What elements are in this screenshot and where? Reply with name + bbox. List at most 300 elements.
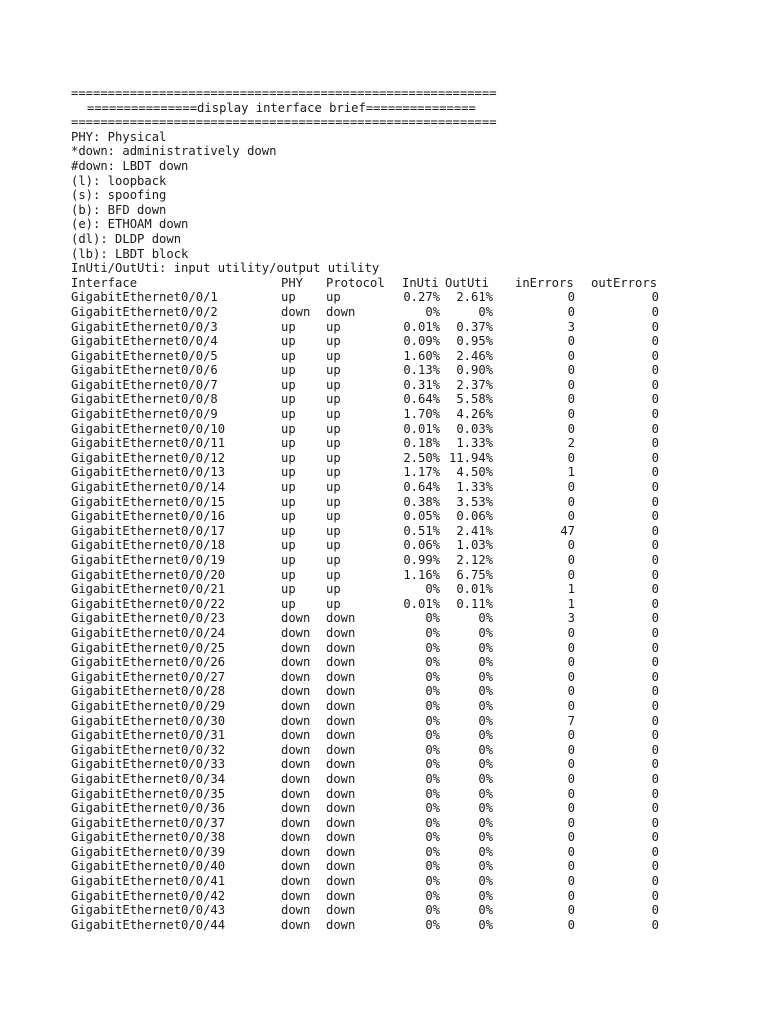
- protocol-cell: down: [326, 640, 356, 655]
- inuti-cell: 0%: [425, 830, 440, 845]
- inerrors-cell: 0: [567, 509, 575, 524]
- phy-cell: up: [281, 553, 296, 567]
- oututi-cell: 0.06%: [456, 509, 493, 524]
- banner-title: ===============display interface brief===============: [87, 100, 476, 115]
- oututi-cell: 1.33%: [456, 436, 493, 451]
- protocol-cell: down: [326, 713, 356, 728]
- interface-cell: GigabitEthernet0/0/24: [71, 625, 226, 640]
- outerrors-cell: 0: [651, 377, 659, 392]
- phy-cell: up: [281, 377, 296, 392]
- interface-cell: GigabitEthernet0/0/40: [71, 859, 226, 874]
- inerrors-cell: 0: [567, 304, 575, 319]
- outerrors-cell: 0: [651, 334, 659, 349]
- inuti-cell: 0%: [425, 771, 440, 786]
- oututi-cell: 5.58%: [456, 392, 493, 407]
- inerrors-cell: 0: [567, 830, 575, 845]
- phy-cell: up: [281, 465, 296, 480]
- table-row: [71, 392, 691, 407]
- outerrors-cell: 0: [651, 538, 659, 553]
- interface-cell: GigabitEthernet0/0/43: [71, 903, 226, 918]
- inuti-cell: 0.09%: [403, 334, 440, 349]
- outerrors-cell: 0: [651, 669, 659, 684]
- legend-line: PHY: Physical: [71, 129, 167, 144]
- document-page: [71, 86, 691, 932]
- protocol-cell: up: [326, 509, 341, 524]
- inerrors-cell: 0: [567, 377, 575, 392]
- table-row: [71, 349, 691, 364]
- table-row: [71, 699, 691, 714]
- protocol-cell: up: [326, 465, 341, 480]
- inerrors-cell: 0: [567, 917, 575, 932]
- table-row: [71, 305, 691, 320]
- protocol-cell: up: [326, 363, 341, 378]
- protocol-cell: down: [326, 728, 356, 743]
- interface-cell: GigabitEthernet0/0/19: [71, 553, 226, 567]
- outerrors-cell: 0: [651, 844, 659, 859]
- phy-cell: up: [281, 407, 296, 422]
- inerrors-cell: 0: [567, 392, 575, 407]
- phy-cell: up: [281, 290, 296, 305]
- interface-cell: GigabitEthernet0/0/9: [71, 407, 218, 422]
- protocol-cell: up: [326, 450, 341, 465]
- protocol-cell: up: [326, 494, 341, 509]
- table-row: [71, 757, 691, 772]
- interface-cell: GigabitEthernet0/0/12: [71, 450, 226, 465]
- phy-cell: down: [281, 625, 311, 640]
- outerrors-cell: 0: [651, 553, 659, 567]
- table-row: [71, 509, 691, 524]
- oututi-cell: 2.46%: [456, 348, 493, 363]
- interface-cell: GigabitEthernet0/0/37: [71, 815, 226, 830]
- inerrors-cell: 0: [567, 494, 575, 509]
- banner-rule-bottom: ==========================================================: [71, 115, 497, 130]
- outerrors-cell: 0: [651, 523, 659, 538]
- inuti-cell: 0%: [425, 669, 440, 684]
- legend-line: (l): loopback: [71, 173, 167, 188]
- oututi-cell: 0%: [478, 801, 493, 816]
- phy-cell: up: [281, 392, 296, 407]
- inerrors-cell: 0: [567, 888, 575, 903]
- interface-cell: GigabitEthernet0/0/17: [71, 523, 226, 538]
- outerrors-cell: 0: [651, 815, 659, 830]
- inuti-cell: 0%: [425, 304, 440, 319]
- inuti-cell: 0.31%: [403, 377, 440, 392]
- inerrors-cell: 0: [567, 655, 575, 670]
- table-row: [71, 714, 691, 729]
- interface-cell: GigabitEthernet0/0/32: [71, 742, 226, 757]
- outerrors-cell: 0: [651, 582, 659, 597]
- inerrors-cell: 0: [567, 480, 575, 495]
- interface-cell: GigabitEthernet0/0/22: [71, 596, 226, 611]
- oututi-cell: 0%: [478, 757, 493, 772]
- inuti-cell: 0%: [425, 815, 440, 830]
- protocol-cell: down: [326, 742, 356, 757]
- oututi-cell: 0%: [478, 713, 493, 728]
- phy-cell: down: [281, 304, 311, 319]
- table-row: [71, 801, 691, 816]
- table-row: [71, 451, 691, 466]
- oututi-cell: 0.95%: [456, 334, 493, 349]
- protocol-cell: up: [326, 334, 341, 349]
- phy-cell: up: [281, 421, 296, 436]
- phy-cell: down: [281, 874, 311, 889]
- protocol-cell: up: [326, 567, 341, 582]
- phy-cell: down: [281, 801, 311, 816]
- outerrors-cell: 0: [651, 801, 659, 816]
- legend-line: (b): BFD down: [71, 202, 167, 217]
- inerrors-cell: 0: [567, 859, 575, 874]
- oututi-cell: 0.03%: [456, 421, 493, 436]
- inuti-cell: 1.16%: [403, 567, 440, 582]
- phy-cell: up: [281, 538, 296, 553]
- outerrors-cell: 0: [651, 407, 659, 422]
- protocol-cell: down: [326, 698, 356, 713]
- interface-cell: GigabitEthernet0/0/2: [71, 304, 218, 319]
- protocol-cell: down: [326, 771, 356, 786]
- protocol-cell: down: [326, 888, 356, 903]
- phy-cell: up: [281, 334, 296, 349]
- table-row: [71, 320, 691, 335]
- outerrors-cell: 0: [651, 771, 659, 786]
- oututi-cell: 0%: [478, 888, 493, 903]
- table-row: [71, 859, 691, 874]
- interface-cell: GigabitEthernet0/0/8: [71, 392, 218, 407]
- interface-cell: GigabitEthernet0/0/1: [71, 290, 218, 305]
- oututi-cell: 11.94%: [448, 450, 493, 465]
- inuti-cell: 0%: [425, 655, 440, 670]
- protocol-cell: down: [326, 684, 356, 699]
- inerrors-cell: 0: [567, 567, 575, 582]
- header-interface: Interface: [71, 275, 138, 290]
- interface-cell: GigabitEthernet0/0/6: [71, 363, 218, 378]
- table-row: [71, 436, 691, 451]
- oututi-cell: 0%: [478, 728, 493, 743]
- oututi-cell: 1.03%: [456, 538, 493, 553]
- outerrors-cell: 0: [651, 450, 659, 465]
- inuti-cell: 1.17%: [403, 465, 440, 480]
- table-row: [71, 611, 691, 626]
- phy-cell: up: [281, 596, 296, 611]
- phy-cell: up: [281, 523, 296, 538]
- table-row: [71, 597, 691, 612]
- protocol-cell: down: [326, 844, 356, 859]
- interface-cell: GigabitEthernet0/0/44: [71, 917, 226, 932]
- oututi-cell: 0%: [478, 771, 493, 786]
- header-phy: PHY: [281, 275, 304, 290]
- outerrors-cell: 0: [651, 859, 659, 874]
- phy-cell: down: [281, 917, 311, 932]
- protocol-cell: up: [326, 377, 341, 392]
- phy-cell: up: [281, 567, 296, 582]
- inerrors-cell: 0: [567, 844, 575, 859]
- oututi-cell: 0%: [478, 903, 493, 918]
- protocol-cell: up: [326, 480, 341, 495]
- oututi-cell: 1.33%: [456, 480, 493, 495]
- interface-cell: GigabitEthernet0/0/5: [71, 348, 218, 363]
- oututi-cell: 0%: [478, 611, 493, 626]
- inuti-cell: 0%: [425, 888, 440, 903]
- outerrors-cell: 0: [651, 684, 659, 699]
- interface-cell: GigabitEthernet0/0/25: [71, 640, 226, 655]
- inuti-cell: 0%: [425, 903, 440, 918]
- inerrors-cell: 1: [567, 596, 575, 611]
- table-row: [71, 641, 691, 656]
- inuti-cell: 0%: [425, 625, 440, 640]
- phy-cell: up: [281, 363, 296, 378]
- protocol-cell: down: [326, 874, 356, 889]
- outerrors-cell: 0: [651, 640, 659, 655]
- oututi-cell: 2.61%: [456, 290, 493, 305]
- outerrors-cell: 0: [651, 713, 659, 728]
- inerrors-cell: 0: [567, 771, 575, 786]
- oututi-cell: 0%: [478, 859, 493, 874]
- table-row: [71, 378, 691, 393]
- table-row: [71, 407, 691, 422]
- outerrors-cell: 0: [651, 625, 659, 640]
- protocol-cell: up: [326, 582, 341, 597]
- interface-cell: GigabitEthernet0/0/28: [71, 684, 226, 699]
- table-row: [71, 538, 691, 553]
- inerrors-cell: 0: [567, 742, 575, 757]
- table-row: [71, 334, 691, 349]
- legend-line: (lb): LBDT block: [71, 246, 189, 261]
- outerrors-cell: 0: [651, 421, 659, 436]
- oututi-cell: 2.41%: [456, 523, 493, 538]
- inuti-cell: 0%: [425, 582, 440, 597]
- inuti-cell: 0%: [425, 611, 440, 626]
- outerrors-cell: 0: [651, 509, 659, 524]
- protocol-cell: up: [326, 523, 341, 538]
- outerrors-cell: 0: [651, 728, 659, 743]
- interface-cell: GigabitEthernet0/0/10: [71, 421, 226, 436]
- outerrors-cell: 0: [651, 363, 659, 378]
- inuti-cell: 0%: [425, 801, 440, 816]
- phy-cell: up: [281, 436, 296, 451]
- inuti-cell: 0.18%: [403, 436, 440, 451]
- oututi-cell: 0%: [478, 844, 493, 859]
- inuti-cell: 2.50%: [403, 450, 440, 465]
- protocol-cell: down: [326, 859, 356, 874]
- inuti-cell: 0%: [425, 757, 440, 772]
- phy-cell: up: [281, 319, 296, 334]
- inuti-cell: 0%: [425, 874, 440, 889]
- protocol-cell: down: [326, 304, 356, 319]
- oututi-cell: 0%: [478, 830, 493, 845]
- interface-table: [71, 276, 691, 933]
- oututi-cell: 6.75%: [456, 567, 493, 582]
- inerrors-cell: 0: [567, 786, 575, 801]
- outerrors-cell: 0: [651, 290, 659, 305]
- phy-cell: up: [281, 582, 296, 597]
- phy-cell: up: [281, 509, 296, 524]
- inerrors-cell: 0: [567, 757, 575, 772]
- protocol-cell: down: [326, 815, 356, 830]
- inerrors-cell: 0: [567, 684, 575, 699]
- outerrors-cell: 0: [651, 903, 659, 918]
- oututi-cell: 2.37%: [456, 377, 493, 392]
- legend-line: InUti/OutUti: input utility/output utility: [71, 261, 380, 276]
- inerrors-cell: 0: [567, 874, 575, 889]
- table-row: [71, 363, 691, 378]
- inuti-cell: 0.99%: [403, 553, 440, 567]
- outerrors-cell: 0: [651, 596, 659, 611]
- inerrors-cell: 0: [567, 450, 575, 465]
- oututi-cell: 0%: [478, 786, 493, 801]
- table-row: [71, 918, 691, 933]
- interface-cell: GigabitEthernet0/0/4: [71, 334, 218, 349]
- inuti-cell: 1.70%: [403, 407, 440, 422]
- interface-cell: GigabitEthernet0/0/7: [71, 377, 218, 392]
- outerrors-cell: 0: [651, 392, 659, 407]
- phy-cell: down: [281, 640, 311, 655]
- protocol-cell: up: [326, 421, 341, 436]
- inuti-cell: 0%: [425, 698, 440, 713]
- inuti-cell: 0%: [425, 640, 440, 655]
- interface-cell: GigabitEthernet0/0/35: [71, 786, 226, 801]
- table-row: [71, 874, 691, 889]
- inuti-cell: 0.06%: [403, 538, 440, 553]
- inuti-cell: 0%: [425, 859, 440, 874]
- inuti-cell: 0.01%: [403, 596, 440, 611]
- inerrors-cell: 0: [567, 348, 575, 363]
- interface-cell: GigabitEthernet0/0/3: [71, 319, 218, 334]
- inuti-cell: 0%: [425, 742, 440, 757]
- protocol-cell: down: [326, 830, 356, 845]
- oututi-cell: 0%: [478, 684, 493, 699]
- protocol-cell: down: [326, 625, 356, 640]
- table-row: [71, 655, 691, 670]
- outerrors-cell: 0: [651, 567, 659, 582]
- inuti-cell: 0.13%: [403, 363, 440, 378]
- interface-cell: GigabitEthernet0/0/18: [71, 538, 226, 553]
- inerrors-cell: 0: [567, 669, 575, 684]
- outerrors-cell: 0: [651, 348, 659, 363]
- table-row: [71, 422, 691, 437]
- protocol-cell: up: [326, 348, 341, 363]
- interface-cell: GigabitEthernet0/0/36: [71, 801, 226, 816]
- phy-cell: down: [281, 655, 311, 670]
- oututi-cell: 0.90%: [456, 363, 493, 378]
- inuti-cell: 0.05%: [403, 509, 440, 524]
- outerrors-cell: 0: [651, 917, 659, 932]
- inuti-cell: 0.38%: [403, 494, 440, 509]
- phy-cell: down: [281, 669, 311, 684]
- phy-cell: up: [281, 348, 296, 363]
- outerrors-cell: 0: [651, 304, 659, 319]
- inerrors-cell: 0: [567, 640, 575, 655]
- oututi-cell: 0%: [478, 742, 493, 757]
- protocol-cell: down: [326, 786, 356, 801]
- inerrors-cell: 0: [567, 421, 575, 436]
- table-row: [71, 480, 691, 495]
- interface-cell: GigabitEthernet0/0/11: [71, 436, 226, 451]
- protocol-cell: up: [326, 538, 341, 553]
- phy-cell: down: [281, 830, 311, 845]
- outerrors-cell: 0: [651, 436, 659, 451]
- table-row: [71, 728, 691, 743]
- outerrors-cell: 0: [651, 698, 659, 713]
- protocol-cell: up: [326, 436, 341, 451]
- interface-cell: GigabitEthernet0/0/33: [71, 757, 226, 772]
- inuti-cell: 0.01%: [403, 319, 440, 334]
- outerrors-cell: 0: [651, 655, 659, 670]
- inuti-cell: 0%: [425, 786, 440, 801]
- phy-cell: down: [281, 611, 311, 626]
- outerrors-cell: 0: [651, 611, 659, 626]
- inerrors-cell: 0: [567, 363, 575, 378]
- inerrors-cell: 0: [567, 538, 575, 553]
- table-row: [71, 465, 691, 480]
- interface-cell: GigabitEthernet0/0/30: [71, 713, 226, 728]
- oututi-cell: 0%: [478, 815, 493, 830]
- oututi-cell: 4.26%: [456, 407, 493, 422]
- protocol-cell: up: [326, 553, 341, 567]
- inuti-cell: 1.60%: [403, 348, 440, 363]
- header-protocol: Protocol: [326, 275, 385, 290]
- legend-line: #down: LBDT down: [71, 158, 189, 173]
- phy-cell: down: [281, 684, 311, 699]
- protocol-cell: up: [326, 392, 341, 407]
- interface-cell: GigabitEthernet0/0/26: [71, 655, 226, 670]
- inuti-cell: 0.51%: [403, 523, 440, 538]
- table-row: [71, 772, 691, 787]
- protocol-cell: up: [326, 290, 341, 305]
- phy-cell: up: [281, 480, 296, 495]
- protocol-cell: down: [326, 611, 356, 626]
- table-row: [71, 830, 691, 845]
- inerrors-cell: 7: [567, 713, 575, 728]
- table-row: [71, 290, 691, 305]
- legend-line: (dl): DLDP down: [71, 231, 182, 246]
- interface-cell: GigabitEthernet0/0/27: [71, 669, 226, 684]
- interface-cell: GigabitEthernet0/0/16: [71, 509, 226, 524]
- phy-cell: down: [281, 903, 311, 918]
- inerrors-cell: 47: [560, 523, 575, 538]
- legend-line: (e): ETHOAM down: [71, 217, 189, 232]
- inerrors-cell: 1: [567, 465, 575, 480]
- table-row: [71, 787, 691, 802]
- inerrors-cell: 0: [567, 407, 575, 422]
- inerrors-cell: 2: [567, 436, 575, 451]
- oututi-cell: 0%: [478, 669, 493, 684]
- table-row: [71, 524, 691, 539]
- protocol-cell: down: [326, 903, 356, 918]
- interface-cell: GigabitEthernet0/0/20: [71, 567, 226, 582]
- inerrors-cell: 0: [567, 334, 575, 349]
- interface-cell: GigabitEthernet0/0/34: [71, 771, 226, 786]
- protocol-cell: down: [326, 801, 356, 816]
- outerrors-cell: 0: [651, 465, 659, 480]
- table-row: [71, 684, 691, 699]
- inerrors-cell: 0: [567, 903, 575, 918]
- phy-cell: down: [281, 859, 311, 874]
- header-inerrors: inErrors: [515, 275, 574, 290]
- table-row: [71, 495, 691, 510]
- inuti-cell: 0%: [425, 713, 440, 728]
- phy-cell: down: [281, 728, 311, 743]
- outerrors-cell: 0: [651, 874, 659, 889]
- oututi-cell: 0%: [478, 917, 493, 932]
- inerrors-cell: 3: [567, 319, 575, 334]
- table-row: [71, 553, 691, 568]
- table-row: [71, 582, 691, 597]
- phy-cell: down: [281, 888, 311, 903]
- interface-cell: GigabitEthernet0/0/13: [71, 465, 226, 480]
- outerrors-cell: 0: [651, 319, 659, 334]
- oututi-cell: 0%: [478, 625, 493, 640]
- phy-cell: down: [281, 815, 311, 830]
- oututi-cell: 0%: [478, 655, 493, 670]
